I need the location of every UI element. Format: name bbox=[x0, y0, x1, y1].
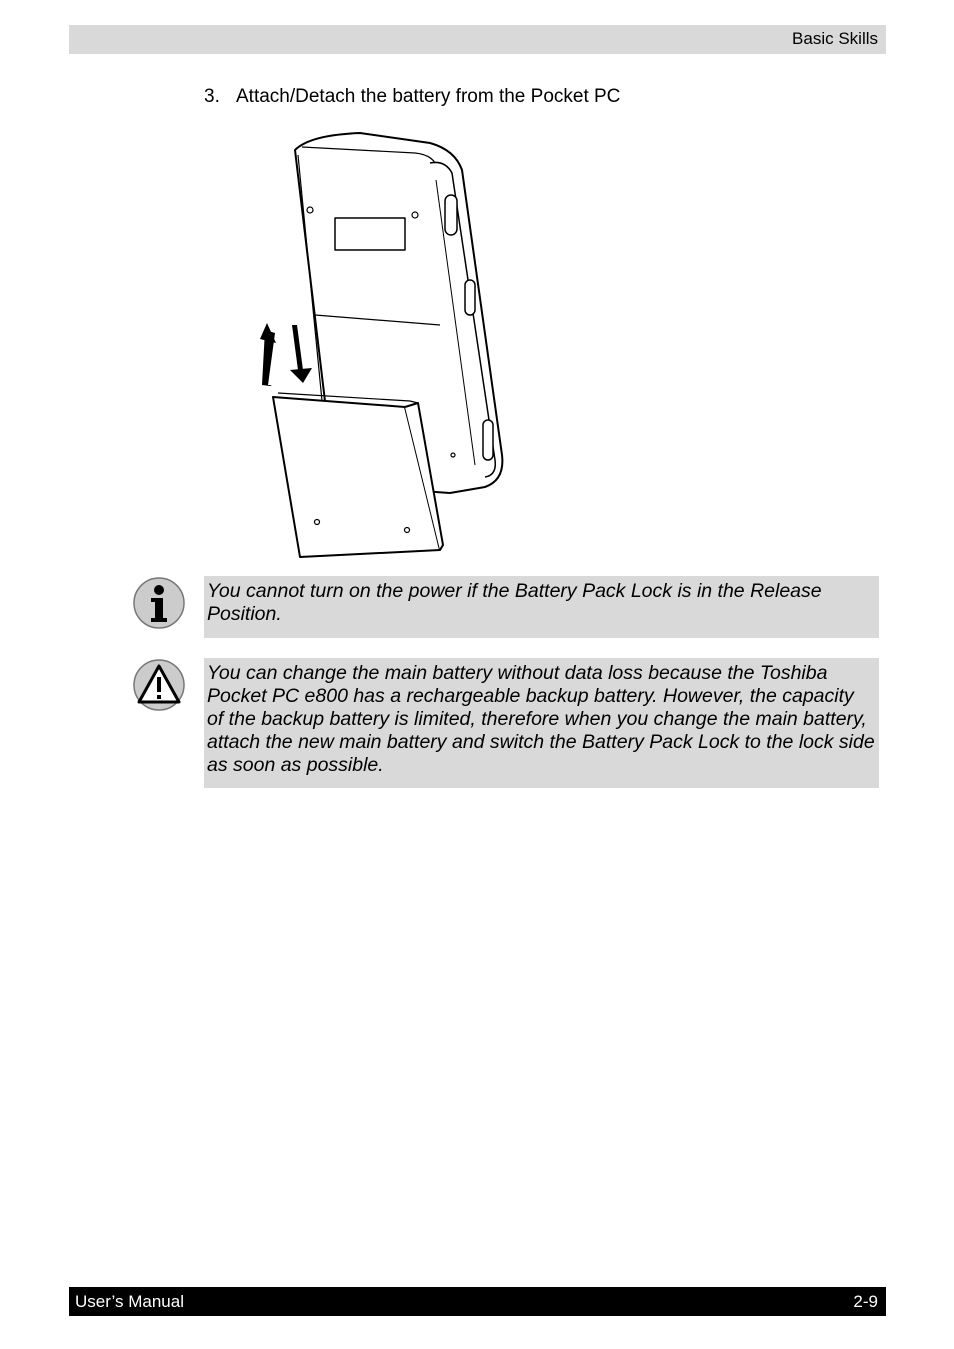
footer-manual-title: User’s Manual bbox=[75, 1292, 184, 1311]
warning-icon bbox=[132, 658, 186, 712]
note-warning bbox=[204, 658, 879, 788]
note-info bbox=[204, 576, 879, 638]
step-text: Attach/Detach the battery from the Pocket PC bbox=[236, 86, 621, 107]
battery-attach-illustration bbox=[240, 125, 520, 565]
note-warning-text: You can change the main battery without data loss because the Toshiba Pocket PC e800 has a rechargeable backup battery. However, the capacity of the backup battery is limited, therefore when you change the main battery, attach the new main battery and switch the Battery Pack Lock to the lock side as soon as possible. bbox=[207, 662, 875, 776]
page-number: 2-9 bbox=[853, 1292, 878, 1311]
note-info-text: You cannot turn on the power if the Battery Pack Lock is in the Release Position. bbox=[207, 580, 822, 625]
header-section-title: Basic Skills bbox=[792, 29, 878, 48]
step-item bbox=[204, 85, 620, 109]
step-number: 3. bbox=[204, 86, 220, 107]
info-icon bbox=[132, 576, 186, 630]
page-header bbox=[69, 25, 886, 54]
page-footer bbox=[69, 1287, 886, 1316]
